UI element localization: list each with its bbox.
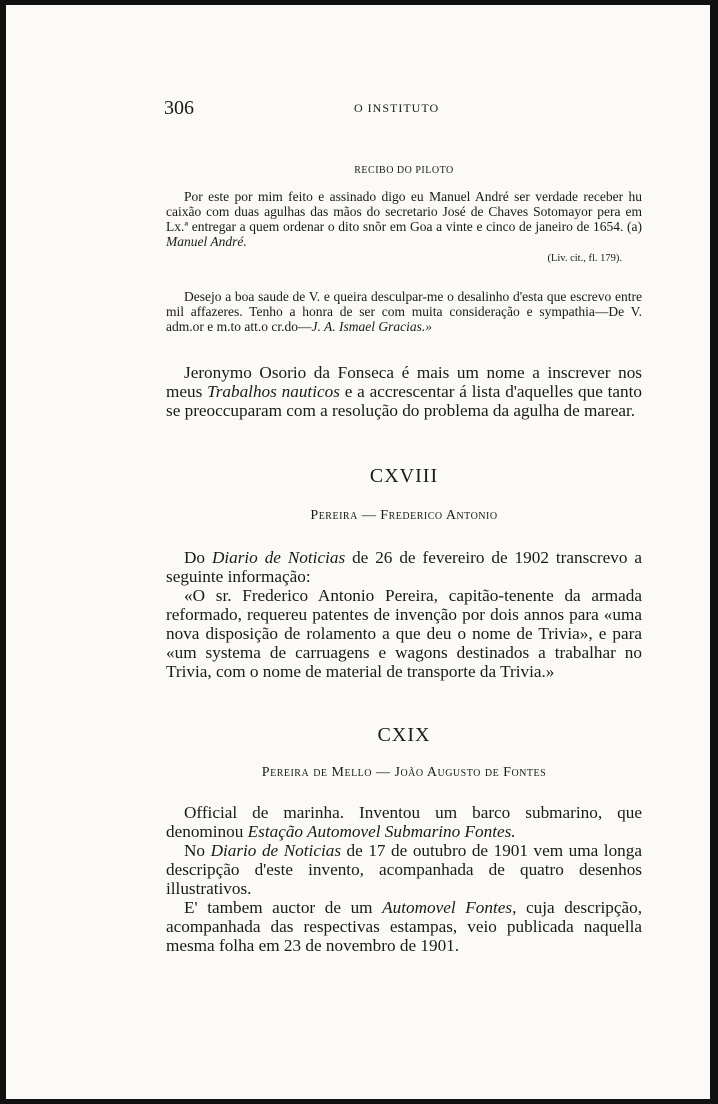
book-page	[6, 5, 710, 1099]
cxviii-p1-a: Do	[184, 548, 212, 567]
recibo-block	[166, 189, 642, 266]
section-numeral-cxviii: CXVIII	[369, 465, 439, 487]
letter-signature: J. A. Ismael Gracias.»	[311, 319, 432, 334]
cxix-p3-italic: Automovel Fontes	[382, 898, 513, 917]
recibo-title: RECIBO DO PILOTO	[354, 165, 454, 176]
osorio-paragraph	[166, 363, 642, 420]
recibo-signature: Manuel André.	[166, 234, 247, 249]
recibo-citation: (Liv. cit., fl. 179).	[547, 253, 622, 264]
cxix-p2-italic: Diario de Noticias	[210, 841, 342, 860]
cxix-p2-a: No	[184, 841, 211, 860]
section-heading-cxix: Pereira de Mello — João Augusto de Fontes	[261, 765, 547, 780]
cxviii-p1-b: de 26 de fevereiro de 1902 transcrevo a seguinte informação:	[166, 548, 642, 586]
running-title: O INSTITUTO	[354, 101, 440, 115]
letter-main-text: Desejo a boa saude de V. e queira desculpar-me o desalinho d'esta que escrevo entre mil affazeres. Tenho a honra de ser com muita consideração e sympathia—De V. adm.or e m.to att.o cr.do—	[166, 289, 642, 334]
cxix-p1-a: Official de marinha. Inventou um barco submarino, que denominou	[166, 803, 642, 841]
cxix-p1	[166, 803, 642, 841]
cxviii-p1-italic: Diario de Noticias	[211, 548, 346, 567]
cxix-p3-a: E' tambem auctor de um	[184, 898, 383, 917]
section-cxix-body	[166, 803, 642, 955]
recibo-main-text: Por este por mim feito e assinado digo eu Manuel André ser verdade receber hu caixão com duas agulhas das mãos do secretario José de Chaves Sotomayor pera em Lx.ª entregar a quem ordenar o dito snõr em Goa a vinte e cinco de janeiro de 1654. (a)	[166, 189, 642, 234]
cxix-p2	[166, 841, 642, 898]
letter-block	[166, 289, 642, 334]
section-cxviii-body	[166, 548, 642, 681]
cxix-p1-italic: Estação Automovel Submarino Fontes.	[247, 822, 516, 841]
cxix-p3-b: , cuja descripção, acompanhada das respectivas estampas, veio publicada naquella mesma folha em 23 de novembro de 1901.	[166, 898, 642, 955]
cxix-p2-b: de 17 de outubro de 1901 vem uma longa descripção d'este invento, acompanhada de quatro desenhos illustrativos.	[166, 841, 642, 898]
osorio-text	[166, 363, 642, 420]
recibo-text	[166, 189, 642, 249]
letter-text	[166, 289, 642, 334]
cxix-p3	[166, 898, 642, 955]
osorio-italic: Trabalhos nauticos	[207, 382, 340, 401]
section-heading-cxviii: Pereira — Frederico Antonio	[310, 508, 498, 523]
osorio-text-1: Jeronymo Osorio da Fonseca é mais um nome a inscrever nos meus	[166, 363, 642, 401]
section-numeral-cxix: CXIX	[377, 724, 431, 746]
cxviii-p2: «O sr. Frederico Antonio Pereira, capitão-tenente da armada reformado, requereu patentes de invenção por dois annos para «uma nova disposição de rolamento a que deu o nome de Trivia», e para «um systema de carruagens e wagons destinados a trabalhar no Trivia, com o nome de material de transporte da Trivia.»	[166, 586, 642, 681]
cxviii-p1	[166, 548, 642, 586]
page-header	[164, 97, 644, 121]
osorio-text-2: e a accrescentar á lista d'aquelles que tanto se preoccuparam com a resolução do problema da agulha de marear.	[166, 382, 642, 420]
page-number: 306	[164, 97, 194, 119]
